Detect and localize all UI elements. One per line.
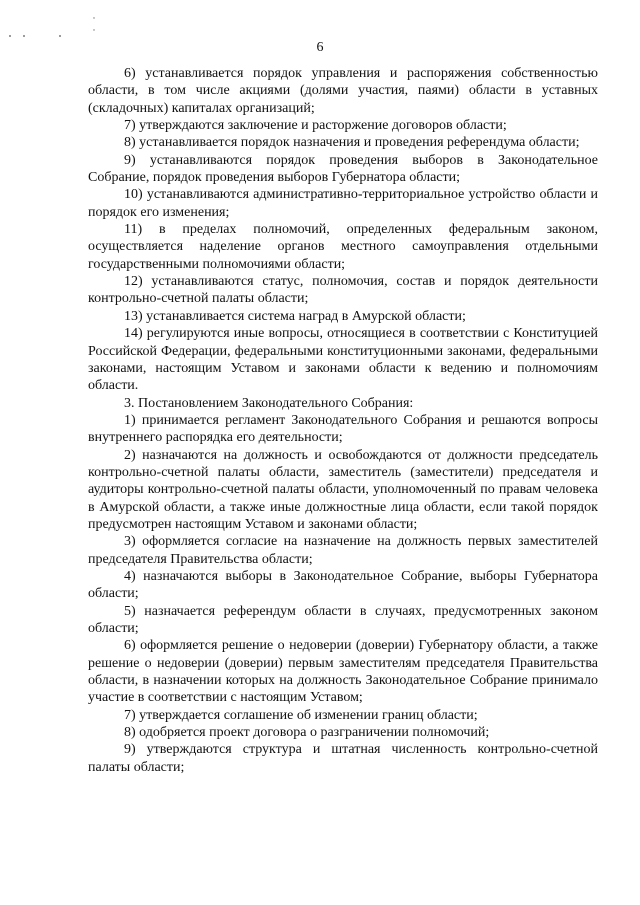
resolution-item-9: 9) утверждаются структура и штатная численность контрольно-счетной палаты области; — [88, 742, 598, 775]
paragraph-item-11: 11) в пределах полномочий, определенных федеральным законом, осуществляется наделение органов местного самоуправления отдельными государственными полномочиями области; — [88, 222, 598, 272]
paragraph-item-9: 9) устанавливаются порядок проведения выборов в Законодательное Собрание, порядок проведения выборов Губернатора области; — [88, 152, 598, 186]
paragraph-item-12: 12) устанавливаются статус, полномочия, состав и порядок деятельности контрольно-счетной палаты области; — [88, 274, 598, 307]
resolution-item-4: 4) назначаются выборы в Законодательное Собрание, выборы Губернатора области; — [88, 568, 598, 602]
resolution-item-3: 3) оформляется согласие на назначение на должность первых заместителей председателя Правительства области; — [88, 534, 598, 567]
document-body — [88, 65, 598, 776]
resolution-item-8: 8) одобряется проект договора о разграничении полномочий; — [124, 725, 490, 741]
paragraph-item-14: 14) регулируются иные вопросы, относящиеся в соответствии с Конституцией Российской Федерации, федеральными конституционными законами, федеральными законами, настоящим Уставом и законами области к ведению и полномочиям области. — [88, 326, 598, 394]
resolution-item-1: 1) принимается регламент Законодательного Собрания и решаются вопросы внутреннего распорядка его деятельности; — [88, 412, 598, 446]
paragraph-item-8: 8) устанавливается порядок назначения и проведения референдума области; — [124, 135, 580, 151]
page-number: 6 — [316, 40, 324, 55]
paragraph-item-7: 7) утверждаются заключение и расторжение договоров области; — [124, 118, 507, 134]
section-heading-3: 3. Постановлением Законодательного Собрания: — [124, 395, 414, 411]
resolution-item-6: 6) оформляется решение о недоверии (доверии) Губернатору области, а также решение о недоверии (доверии) первым заместителям председателя Правительства области, в назначении которых на должность Законодательное Собрание принимало участие в соответствии с настоящим Уставом; — [88, 638, 598, 706]
resolution-item-7: 7) утверждается соглашение об изменении границ области; — [124, 707, 478, 723]
resolution-item-5: 5) назначается референдум области в случаях, предусмотренных законом области; — [88, 603, 598, 636]
paragraph-item-10: 10) устанавливаются административно-территориальное устройство области и порядок его изменения; — [88, 187, 598, 220]
resolution-item-2: 2) назначаются на должность и освобождаются от должности председатель контрольно-счетной палаты области, заместитель (заместители) председателя и аудиторы контрольно-счетной палаты области, уполномоченный по правам человека в Амурской области, а также иные должностные лица области, если такой порядок предусмотрен настоящим Уставом и законами области; — [88, 447, 598, 532]
paragraph-item-13: 13) устанавливается система наград в Амурской области; — [124, 308, 466, 324]
paragraph-item-6: 6) устанавливается порядок управления и распоряжения собственностью области, в том числе акциями (долями участия, паями) области в уставных (складочных) капиталах организаций; — [88, 66, 598, 116]
